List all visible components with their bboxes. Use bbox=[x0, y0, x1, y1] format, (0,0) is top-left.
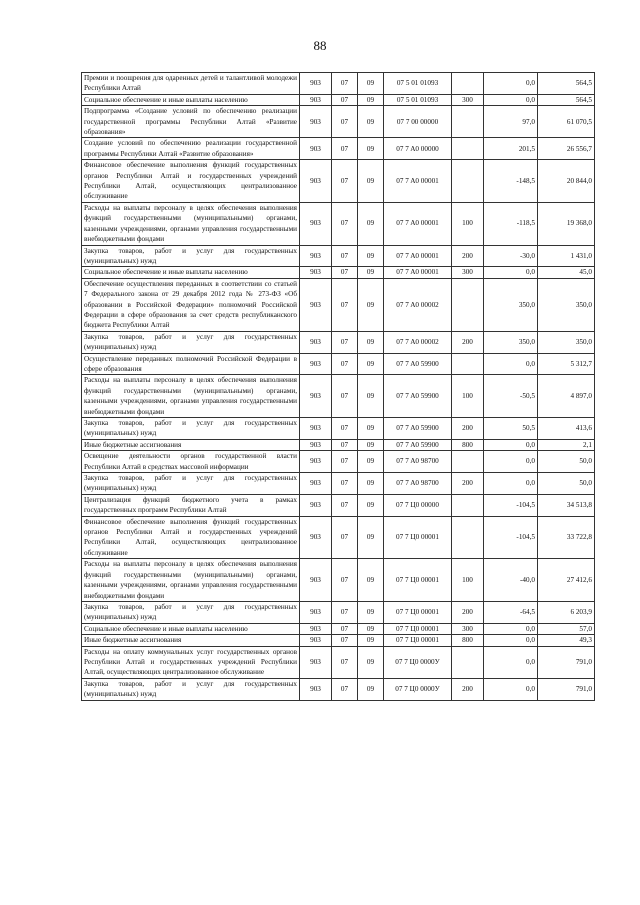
row-total-amount: 45,0 bbox=[538, 267, 595, 278]
row-admin-code: 903 bbox=[300, 678, 332, 700]
row-admin-code: 903 bbox=[300, 418, 332, 440]
row-description: Освещение деятельности органов государственной власти Республики Алтай в средствах массовой информации bbox=[82, 451, 300, 473]
row-section: 07 bbox=[332, 331, 358, 353]
row-change-amount: 0,0 bbox=[484, 678, 538, 700]
row-expense-type: 800 bbox=[452, 439, 484, 450]
row-target-article: 07 7 Ц0 00001 bbox=[384, 635, 452, 646]
row-description: Расходы на оплату коммунальных услуг государственных органов Республики Алтай и государственных учреждений Республики Алтай, осуществляющих централизованное обслуживание bbox=[82, 646, 300, 678]
row-description: Финансовое обеспечение выполнения функций государственных органов Республики Алтай и государственных учреждений Республики Алтай, осуществляющих централизованное обслуживание bbox=[82, 160, 300, 203]
row-change-amount: -40,0 bbox=[484, 559, 538, 602]
row-total-amount: 50,0 bbox=[538, 473, 595, 495]
row-target-article: 07 7 Ц0 0000У bbox=[384, 646, 452, 678]
row-change-amount: 0,0 bbox=[484, 646, 538, 678]
row-total-amount: 4 897,0 bbox=[538, 375, 595, 418]
row-expense-type: 300 bbox=[452, 623, 484, 634]
row-target-article: 07 7 A0 59900 bbox=[384, 353, 452, 375]
row-section: 07 bbox=[332, 94, 358, 105]
row-subsection: 09 bbox=[358, 245, 384, 267]
row-description: Премии и поощрения для одаренных детей и талантливой молодежи Республики Алтай bbox=[82, 73, 300, 95]
row-target-article: 07 7 Ц0 00000 bbox=[384, 494, 452, 516]
table-row bbox=[82, 494, 595, 516]
row-target-article: 07 7 A0 59900 bbox=[384, 418, 452, 440]
row-target-article: 07 7 A0 00002 bbox=[384, 278, 452, 331]
row-total-amount: 26 556,7 bbox=[538, 138, 595, 160]
row-expense-type bbox=[452, 278, 484, 331]
row-subsection: 09 bbox=[358, 635, 384, 646]
row-section: 07 bbox=[332, 278, 358, 331]
row-target-article: 07 7 A0 00001 bbox=[384, 245, 452, 267]
table-row bbox=[82, 245, 595, 267]
row-description: Социальное обеспечение и иные выплаты населению bbox=[82, 267, 300, 278]
row-total-amount: 34 513,8 bbox=[538, 494, 595, 516]
row-admin-code: 903 bbox=[300, 353, 332, 375]
row-section: 07 bbox=[332, 601, 358, 623]
row-description: Закупка товаров, работ и услуг для государственных (муниципальных) нужд bbox=[82, 418, 300, 440]
row-subsection: 09 bbox=[358, 623, 384, 634]
row-change-amount: -64,5 bbox=[484, 601, 538, 623]
row-description: Централизация функций бюджетного учета в рамках государственных программ Республики Алтай bbox=[82, 494, 300, 516]
row-description: Расходы на выплаты персоналу в целях обеспечения выполнения функций государственными (муниципальными) органами, казенными учреждениями, органами управления государственными внебюджетными фондами bbox=[82, 375, 300, 418]
table-row bbox=[82, 73, 595, 95]
row-subsection: 09 bbox=[358, 451, 384, 473]
row-section: 07 bbox=[332, 418, 358, 440]
row-total-amount: 27 412,6 bbox=[538, 559, 595, 602]
row-expense-type: 100 bbox=[452, 375, 484, 418]
row-target-article: 07 7 A0 98700 bbox=[384, 473, 452, 495]
row-admin-code: 903 bbox=[300, 245, 332, 267]
row-change-amount: -50,5 bbox=[484, 375, 538, 418]
row-subsection: 09 bbox=[358, 73, 384, 95]
row-total-amount: 350,0 bbox=[538, 331, 595, 353]
row-target-article: 07 5 01 01093 bbox=[384, 94, 452, 105]
row-admin-code: 903 bbox=[300, 451, 332, 473]
row-expense-type bbox=[452, 451, 484, 473]
row-total-amount: 791,0 bbox=[538, 646, 595, 678]
row-admin-code: 903 bbox=[300, 635, 332, 646]
row-change-amount: -118,5 bbox=[484, 202, 538, 245]
row-total-amount: 50,0 bbox=[538, 451, 595, 473]
row-total-amount: 350,0 bbox=[538, 278, 595, 331]
row-total-amount: 57,0 bbox=[538, 623, 595, 634]
row-description: Иные бюджетные ассигнования bbox=[82, 635, 300, 646]
row-change-amount: 201,5 bbox=[484, 138, 538, 160]
row-subsection: 09 bbox=[358, 160, 384, 203]
table-body bbox=[82, 73, 595, 701]
row-total-amount: 413,6 bbox=[538, 418, 595, 440]
row-total-amount: 791,0 bbox=[538, 678, 595, 700]
row-total-amount: 33 722,8 bbox=[538, 516, 595, 559]
row-admin-code: 903 bbox=[300, 473, 332, 495]
row-section: 07 bbox=[332, 473, 358, 495]
row-change-amount: -104,5 bbox=[484, 516, 538, 559]
row-subsection: 09 bbox=[358, 353, 384, 375]
table-row bbox=[82, 278, 595, 331]
row-section: 07 bbox=[332, 494, 358, 516]
row-description: Закупка товаров, работ и услуг для государственных (муниципальных) нужд bbox=[82, 331, 300, 353]
row-target-article: 07 5 01 01093 bbox=[384, 73, 452, 95]
row-admin-code: 903 bbox=[300, 623, 332, 634]
table-row bbox=[82, 106, 595, 138]
row-target-article: 07 7 Ц0 0000У bbox=[384, 678, 452, 700]
row-expense-type bbox=[452, 106, 484, 138]
row-change-amount: -30,0 bbox=[484, 245, 538, 267]
row-section: 07 bbox=[332, 451, 358, 473]
row-subsection: 09 bbox=[358, 267, 384, 278]
row-expense-type: 200 bbox=[452, 245, 484, 267]
row-expense-type: 200 bbox=[452, 601, 484, 623]
row-total-amount: 564,5 bbox=[538, 73, 595, 95]
row-subsection: 09 bbox=[358, 494, 384, 516]
row-section: 07 bbox=[332, 516, 358, 559]
row-section: 07 bbox=[332, 678, 358, 700]
row-admin-code: 903 bbox=[300, 331, 332, 353]
row-section: 07 bbox=[332, 267, 358, 278]
row-description: Закупка товаров, работ и услуг для государственных (муниципальных) нужд bbox=[82, 473, 300, 495]
row-expense-type bbox=[452, 516, 484, 559]
row-subsection: 09 bbox=[358, 601, 384, 623]
row-admin-code: 903 bbox=[300, 494, 332, 516]
row-total-amount: 20 844,0 bbox=[538, 160, 595, 203]
row-section: 07 bbox=[332, 646, 358, 678]
row-description: Закупка товаров, работ и услуг для государственных (муниципальных) нужд bbox=[82, 245, 300, 267]
row-target-article: 07 7 A0 98700 bbox=[384, 451, 452, 473]
row-total-amount: 5 312,7 bbox=[538, 353, 595, 375]
row-admin-code: 903 bbox=[300, 160, 332, 203]
row-admin-code: 903 bbox=[300, 646, 332, 678]
row-subsection: 09 bbox=[358, 646, 384, 678]
row-admin-code: 903 bbox=[300, 375, 332, 418]
row-total-amount: 1 431,0 bbox=[538, 245, 595, 267]
row-description: Расходы на выплаты персоналу в целях обеспечения выполнения функций государственными (муниципальными) органами, казенными учреждениями, органами управления государственными внебюджетными фондами bbox=[82, 202, 300, 245]
row-change-amount: 0,0 bbox=[484, 267, 538, 278]
table-row bbox=[82, 353, 595, 375]
row-expense-type: 200 bbox=[452, 418, 484, 440]
table-row bbox=[82, 451, 595, 473]
row-description: Финансовое обеспечение выполнения функций государственных органов Республики Алтай и государственных учреждений Республики Алтай, осуществляющих централизованное обслуживание bbox=[82, 516, 300, 559]
row-target-article: 07 7 Ц0 00001 bbox=[384, 516, 452, 559]
row-section: 07 bbox=[332, 559, 358, 602]
page-number: 88 bbox=[313, 38, 327, 53]
row-admin-code: 903 bbox=[300, 516, 332, 559]
row-change-amount: 97,0 bbox=[484, 106, 538, 138]
row-expense-type bbox=[452, 73, 484, 95]
table-row bbox=[82, 601, 595, 623]
row-change-amount: 0,0 bbox=[484, 439, 538, 450]
row-subsection: 09 bbox=[358, 439, 384, 450]
row-total-amount: 564,5 bbox=[538, 94, 595, 105]
row-expense-type: 800 bbox=[452, 635, 484, 646]
row-admin-code: 903 bbox=[300, 106, 332, 138]
row-description: Создание условий по обеспечению реализации государственной программы Республики Алтай «Развитие образования» bbox=[82, 138, 300, 160]
row-admin-code: 903 bbox=[300, 202, 332, 245]
row-subsection: 09 bbox=[358, 678, 384, 700]
table-row bbox=[82, 623, 595, 634]
row-expense-type: 100 bbox=[452, 202, 484, 245]
row-description: Закупка товаров, работ и услуг для государственных (муниципальных) нужд bbox=[82, 678, 300, 700]
row-section: 07 bbox=[332, 375, 358, 418]
row-subsection: 09 bbox=[358, 106, 384, 138]
row-change-amount: 0,0 bbox=[484, 73, 538, 95]
row-admin-code: 903 bbox=[300, 267, 332, 278]
row-change-amount: 0,0 bbox=[484, 353, 538, 375]
row-section: 07 bbox=[332, 245, 358, 267]
row-target-article: 07 7 A0 59900 bbox=[384, 375, 452, 418]
row-subsection: 09 bbox=[358, 516, 384, 559]
row-subsection: 09 bbox=[358, 331, 384, 353]
row-section: 07 bbox=[332, 623, 358, 634]
row-subsection: 09 bbox=[358, 278, 384, 331]
row-change-amount: 0,0 bbox=[484, 473, 538, 495]
row-section: 07 bbox=[332, 439, 358, 450]
row-description: Обеспечение осуществления переданных в соответствии со статьей 7 Федерального закона от 29 декабря 2012 года № 273-ФЗ «Об образовании в Российской Федерации» полномочий Российской Федерации в сфере образования за счет средств республиканского бюджета Республики Алтай bbox=[82, 278, 300, 331]
row-admin-code: 903 bbox=[300, 138, 332, 160]
row-subsection: 09 bbox=[358, 202, 384, 245]
table-row bbox=[82, 94, 595, 105]
row-change-amount: 50,5 bbox=[484, 418, 538, 440]
row-change-amount: 350,0 bbox=[484, 331, 538, 353]
row-expense-type bbox=[452, 646, 484, 678]
row-expense-type bbox=[452, 494, 484, 516]
row-section: 07 bbox=[332, 106, 358, 138]
row-expense-type: 200 bbox=[452, 331, 484, 353]
row-change-amount: 0,0 bbox=[484, 451, 538, 473]
row-description: Осуществление переданных полномочий Российской Федерации в сфере образования bbox=[82, 353, 300, 375]
row-section: 07 bbox=[332, 160, 358, 203]
row-section: 07 bbox=[332, 138, 358, 160]
budget-table bbox=[81, 72, 595, 701]
row-total-amount: 49,3 bbox=[538, 635, 595, 646]
row-section: 07 bbox=[332, 73, 358, 95]
row-admin-code: 903 bbox=[300, 94, 332, 105]
row-target-article: 07 7 A0 00001 bbox=[384, 202, 452, 245]
row-subsection: 09 bbox=[358, 559, 384, 602]
row-expense-type bbox=[452, 160, 484, 203]
row-expense-type: 200 bbox=[452, 678, 484, 700]
row-total-amount: 6 203,9 bbox=[538, 601, 595, 623]
row-target-article: 07 7 A0 00000 bbox=[384, 138, 452, 160]
row-section: 07 bbox=[332, 353, 358, 375]
table-row bbox=[82, 331, 595, 353]
row-target-article: 07 7 Ц0 00001 bbox=[384, 601, 452, 623]
table-row bbox=[82, 418, 595, 440]
row-subsection: 09 bbox=[358, 473, 384, 495]
row-description: Расходы на выплаты персоналу в целях обеспечения выполнения функций государственными (муниципальными) органами, казенными учреждениями, органами управления государственными внебюджетными фондами bbox=[82, 559, 300, 602]
row-target-article: 07 7 00 00000 bbox=[384, 106, 452, 138]
table-row bbox=[82, 559, 595, 602]
row-expense-type: 200 bbox=[452, 473, 484, 495]
table-row bbox=[82, 202, 595, 245]
row-target-article: 07 7 Ц0 00001 bbox=[384, 559, 452, 602]
row-admin-code: 903 bbox=[300, 439, 332, 450]
row-description: Социальное обеспечение и иные выплаты населению bbox=[82, 94, 300, 105]
row-admin-code: 903 bbox=[300, 278, 332, 331]
row-admin-code: 903 bbox=[300, 73, 332, 95]
table-row bbox=[82, 516, 595, 559]
row-description: Подпрограмма «Создание условий по обеспечению реализации государственной программы Республики Алтай «Развитие образования» bbox=[82, 106, 300, 138]
row-total-amount: 19 368,0 bbox=[538, 202, 595, 245]
table-row bbox=[82, 267, 595, 278]
row-target-article: 07 7 Ц0 00001 bbox=[384, 623, 452, 634]
row-description: Закупка товаров, работ и услуг для государственных (муниципальных) нужд bbox=[82, 601, 300, 623]
row-admin-code: 903 bbox=[300, 559, 332, 602]
row-subsection: 09 bbox=[358, 418, 384, 440]
table-row bbox=[82, 160, 595, 203]
row-total-amount: 61 070,5 bbox=[538, 106, 595, 138]
row-expense-type: 300 bbox=[452, 267, 484, 278]
row-change-amount: 0,0 bbox=[484, 94, 538, 105]
table-row bbox=[82, 473, 595, 495]
row-subsection: 09 bbox=[358, 375, 384, 418]
table-row bbox=[82, 138, 595, 160]
row-subsection: 09 bbox=[358, 94, 384, 105]
row-target-article: 07 7 A0 00001 bbox=[384, 267, 452, 278]
row-subsection: 09 bbox=[358, 138, 384, 160]
row-expense-type: 100 bbox=[452, 559, 484, 602]
row-change-amount: -104,5 bbox=[484, 494, 538, 516]
row-expense-type bbox=[452, 353, 484, 375]
row-change-amount: 0,0 bbox=[484, 623, 538, 634]
row-expense-type bbox=[452, 138, 484, 160]
row-change-amount: 350,0 bbox=[484, 278, 538, 331]
row-expense-type: 300 bbox=[452, 94, 484, 105]
row-description: Иные бюджетные ассигнования bbox=[82, 439, 300, 450]
table-row bbox=[82, 678, 595, 700]
row-target-article: 07 7 A0 00001 bbox=[384, 160, 452, 203]
row-section: 07 bbox=[332, 635, 358, 646]
table-row bbox=[82, 635, 595, 646]
table-row bbox=[82, 375, 595, 418]
row-target-article: 07 7 A0 59900 bbox=[384, 439, 452, 450]
row-change-amount: -148,5 bbox=[484, 160, 538, 203]
table-row bbox=[82, 646, 595, 678]
row-total-amount: 2,1 bbox=[538, 439, 595, 450]
row-section: 07 bbox=[332, 202, 358, 245]
row-description: Социальное обеспечение и иные выплаты населению bbox=[82, 623, 300, 634]
row-change-amount: 0,0 bbox=[484, 635, 538, 646]
table-row bbox=[82, 439, 595, 450]
row-target-article: 07 7 A0 00002 bbox=[384, 331, 452, 353]
row-admin-code: 903 bbox=[300, 601, 332, 623]
